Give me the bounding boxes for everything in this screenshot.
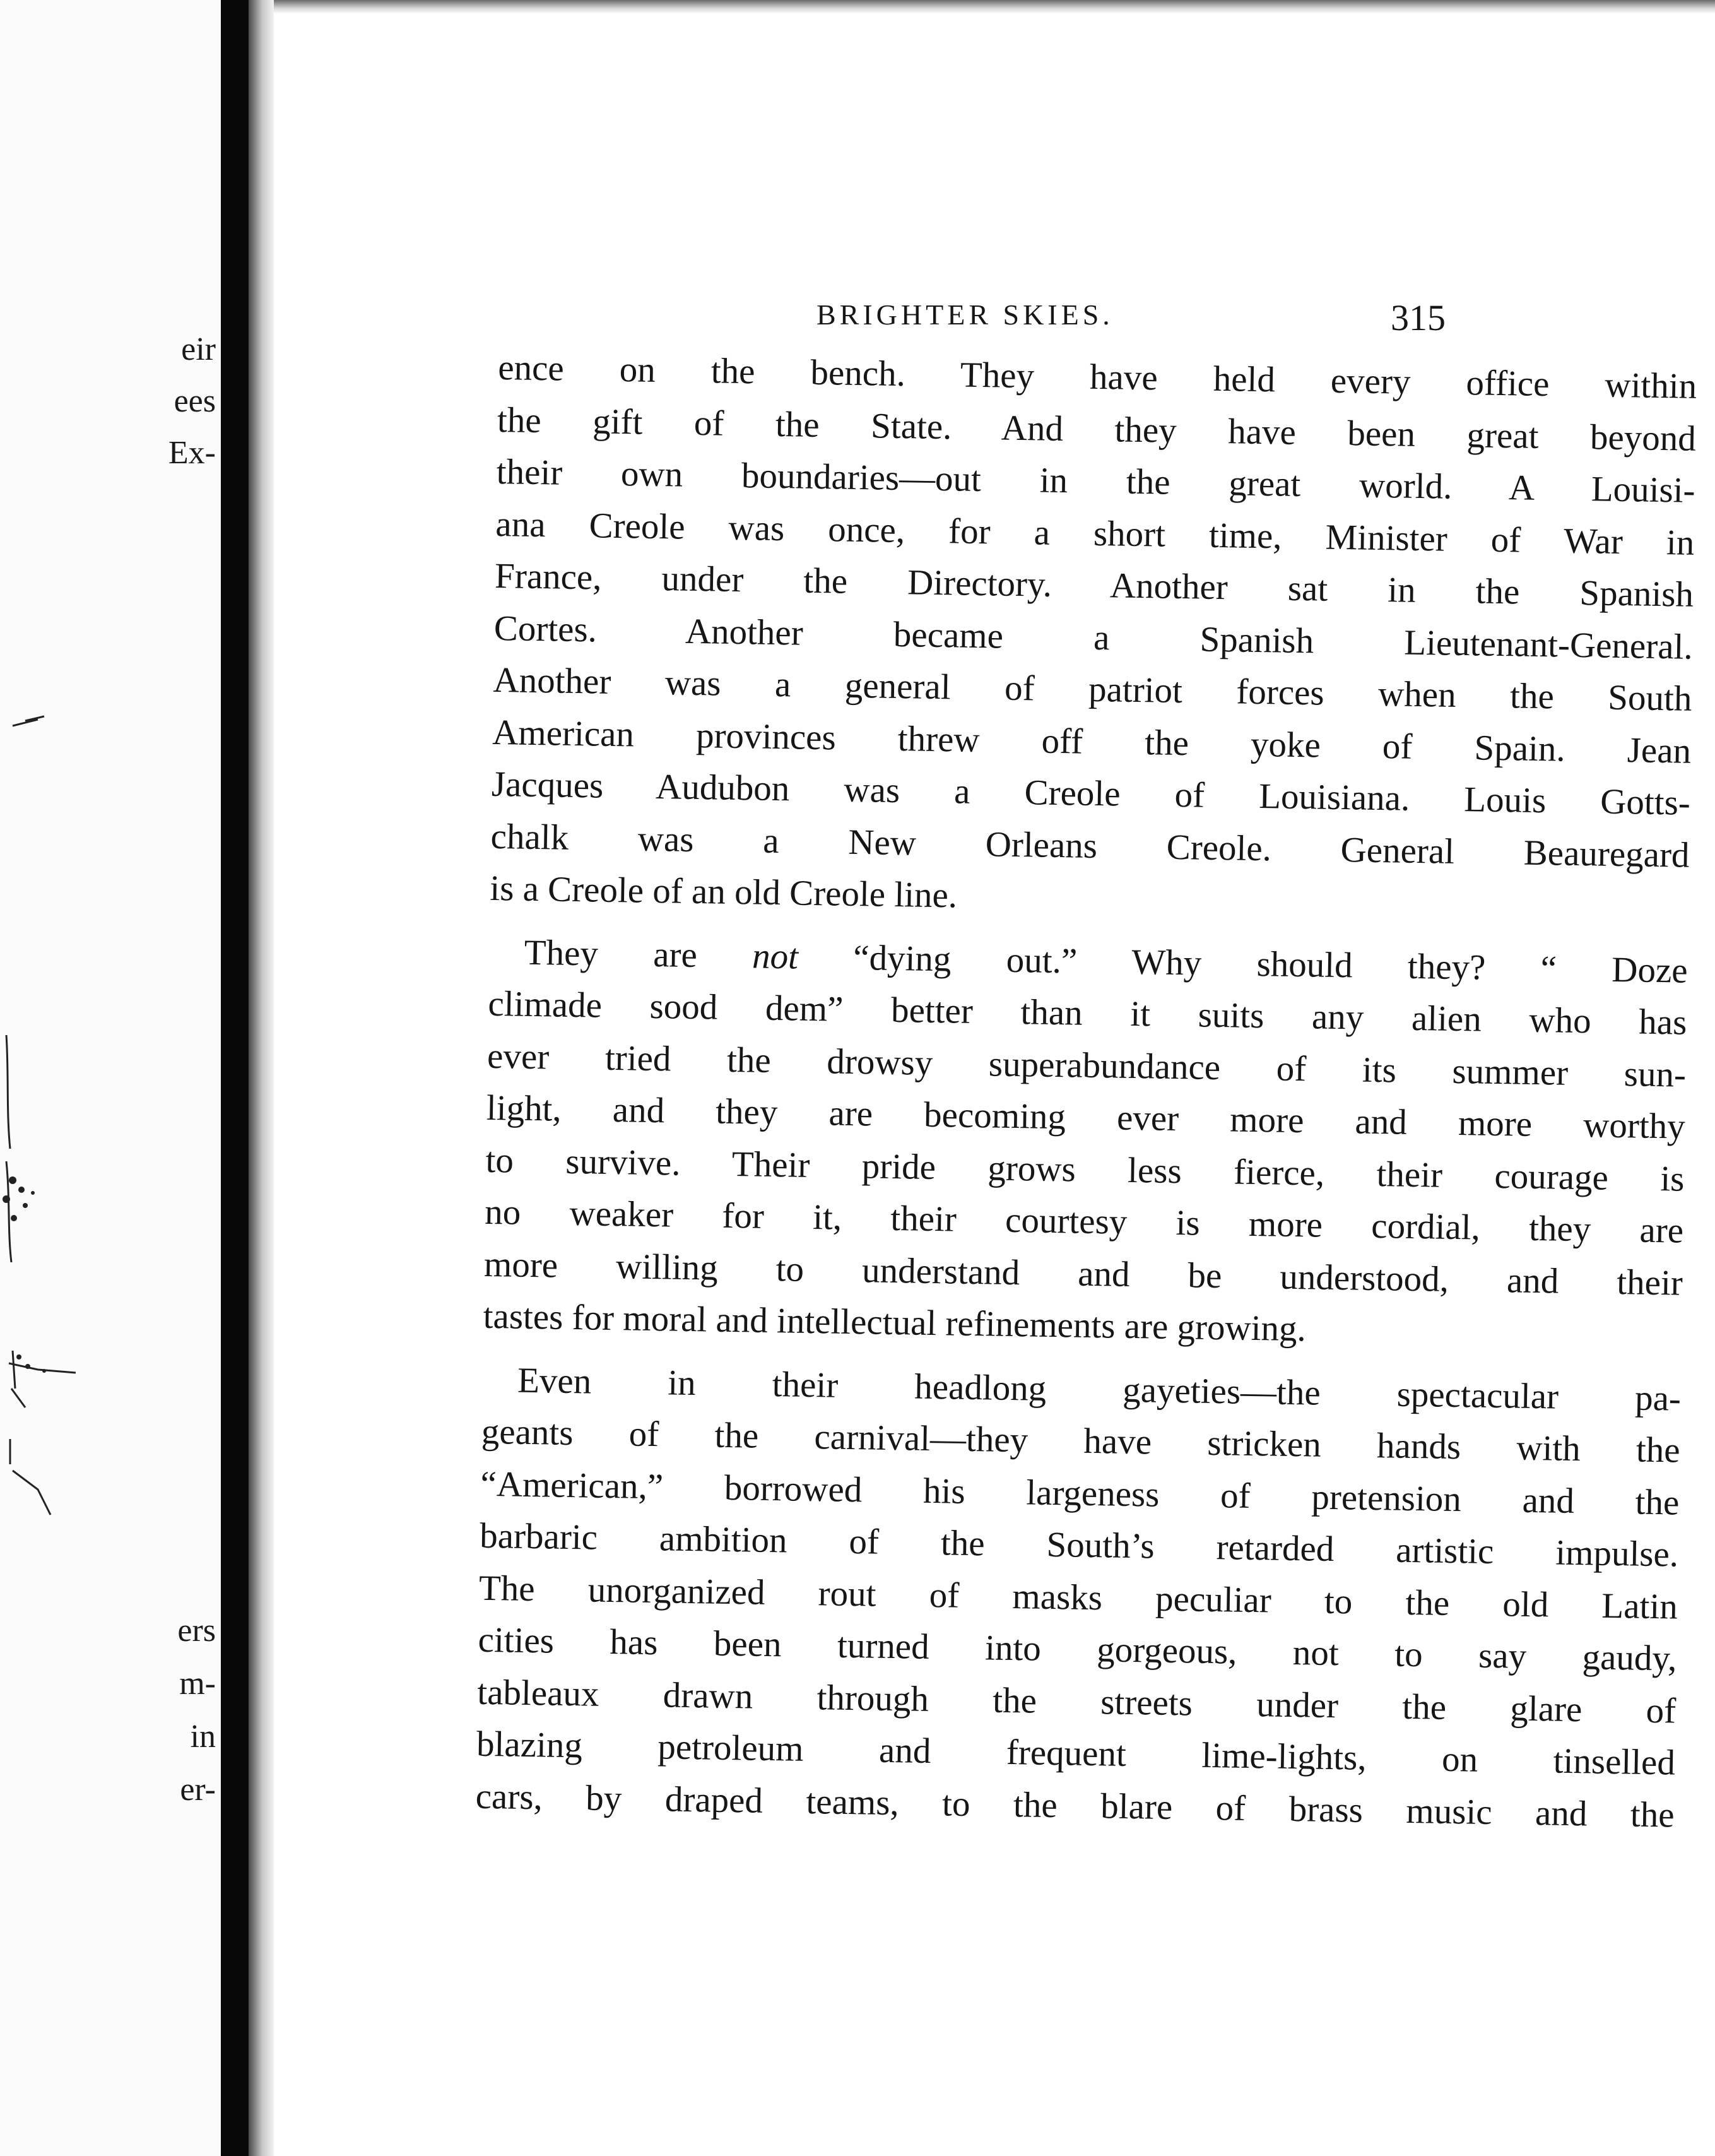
text-line: The unorganized rout of masks peculiar to the old Latin	[478, 1568, 1678, 1627]
left-page-illustration	[0, 0, 221, 2156]
text-line: cars, by draped teams, to the blare of brass music and the	[475, 1776, 1675, 1835]
page-edge-shadow	[249, 0, 274, 2156]
text-line: barbaric ambition of the South’s retarded artistic impulse.	[479, 1515, 1679, 1575]
left-page-fragment: er-	[180, 1772, 216, 1808]
text-line: tastes for moral and intellectual refinements are growing.	[483, 1296, 1307, 1349]
text-line: cities has been turned into gorgeous, not to say gaudy,	[478, 1620, 1677, 1679]
text-line: is a Creole of an old Creole line.	[489, 868, 958, 916]
text-line: light, and they are becoming ever more and more worthy	[486, 1087, 1686, 1147]
text-line: ana Creole was once, for a short time, Minister of War in	[495, 504, 1695, 563]
text-run: They are	[524, 932, 753, 976]
running-header	[274, 285, 1715, 342]
text-line: to survive. Their pride grows less fierce, their courage is	[485, 1140, 1685, 1199]
text-line: France, under the Directory. Another sat in the Spanish	[494, 555, 1694, 615]
left-page-fragment: ees	[174, 383, 216, 419]
top-edge-shadow	[274, 0, 1715, 14]
text-line: Even in their headlong gayeties—the spectacular pa-	[517, 1360, 1682, 1419]
left-facing-page	[0, 0, 221, 2156]
body-text	[475, 342, 1697, 1853]
text-line: “American,” borrowed his largeness of pretension and the	[480, 1464, 1680, 1523]
page-number: 315	[1391, 297, 1446, 338]
text-line: tableaux drawn through the streets under the glare of	[476, 1672, 1677, 1731]
left-page-fragment: in	[190, 1719, 216, 1755]
text-line: more willing to understand and be understood, and their	[483, 1244, 1683, 1303]
left-page-fragment: Ex-	[168, 435, 216, 471]
text-line: climade sood dem” better than it suits any alien who has	[488, 983, 1687, 1043]
left-page-fragment: ers	[177, 1613, 216, 1649]
emphasis: not	[751, 935, 799, 977]
text-run: “dying out.” Why should they? “ Doze	[798, 937, 1688, 991]
paragraph	[490, 342, 1697, 933]
paragraph	[475, 1354, 1681, 1841]
text-line: ever tried the drowsy superabundance of its summer sun-	[486, 1036, 1687, 1095]
book-gutter	[221, 0, 249, 2156]
text-line: the gift of the State. And they have been great beyond	[497, 400, 1697, 459]
text-line: Cortes. Another became a Spanish Lieutenant-General.	[493, 608, 1694, 667]
text-line: blazing petroleum and frequent lime-lights, on tinselled	[476, 1724, 1676, 1783]
right-page	[274, 14, 1715, 2156]
text-line: American provinces threw off the yoke of Spain. Jean	[492, 712, 1692, 771]
text-line: no weaker for it, their courtesy is more cordial, they are	[484, 1192, 1684, 1251]
text-line: Another was a general of patriot forces when the South	[493, 660, 1692, 719]
left-page-fragment: m-	[179, 1666, 216, 1702]
running-title: BRIGHTER SKIES.	[816, 299, 1114, 331]
paragraph	[483, 926, 1688, 1361]
text-line: chalk was a New Orleans Creole. General Beauregard	[490, 816, 1690, 875]
text-line: Jacques Audubon was a Creole of Louisiana. Louis Gotts-	[491, 764, 1691, 823]
left-page-fragment: eir	[181, 331, 216, 367]
text-line: geants of the carnival—they have stricken hands with the	[481, 1411, 1681, 1471]
text-line: their own boundaries—out in the great world. A Louisi-	[496, 451, 1696, 511]
text-line: ence on the bench. They have held every office within	[497, 347, 1697, 406]
